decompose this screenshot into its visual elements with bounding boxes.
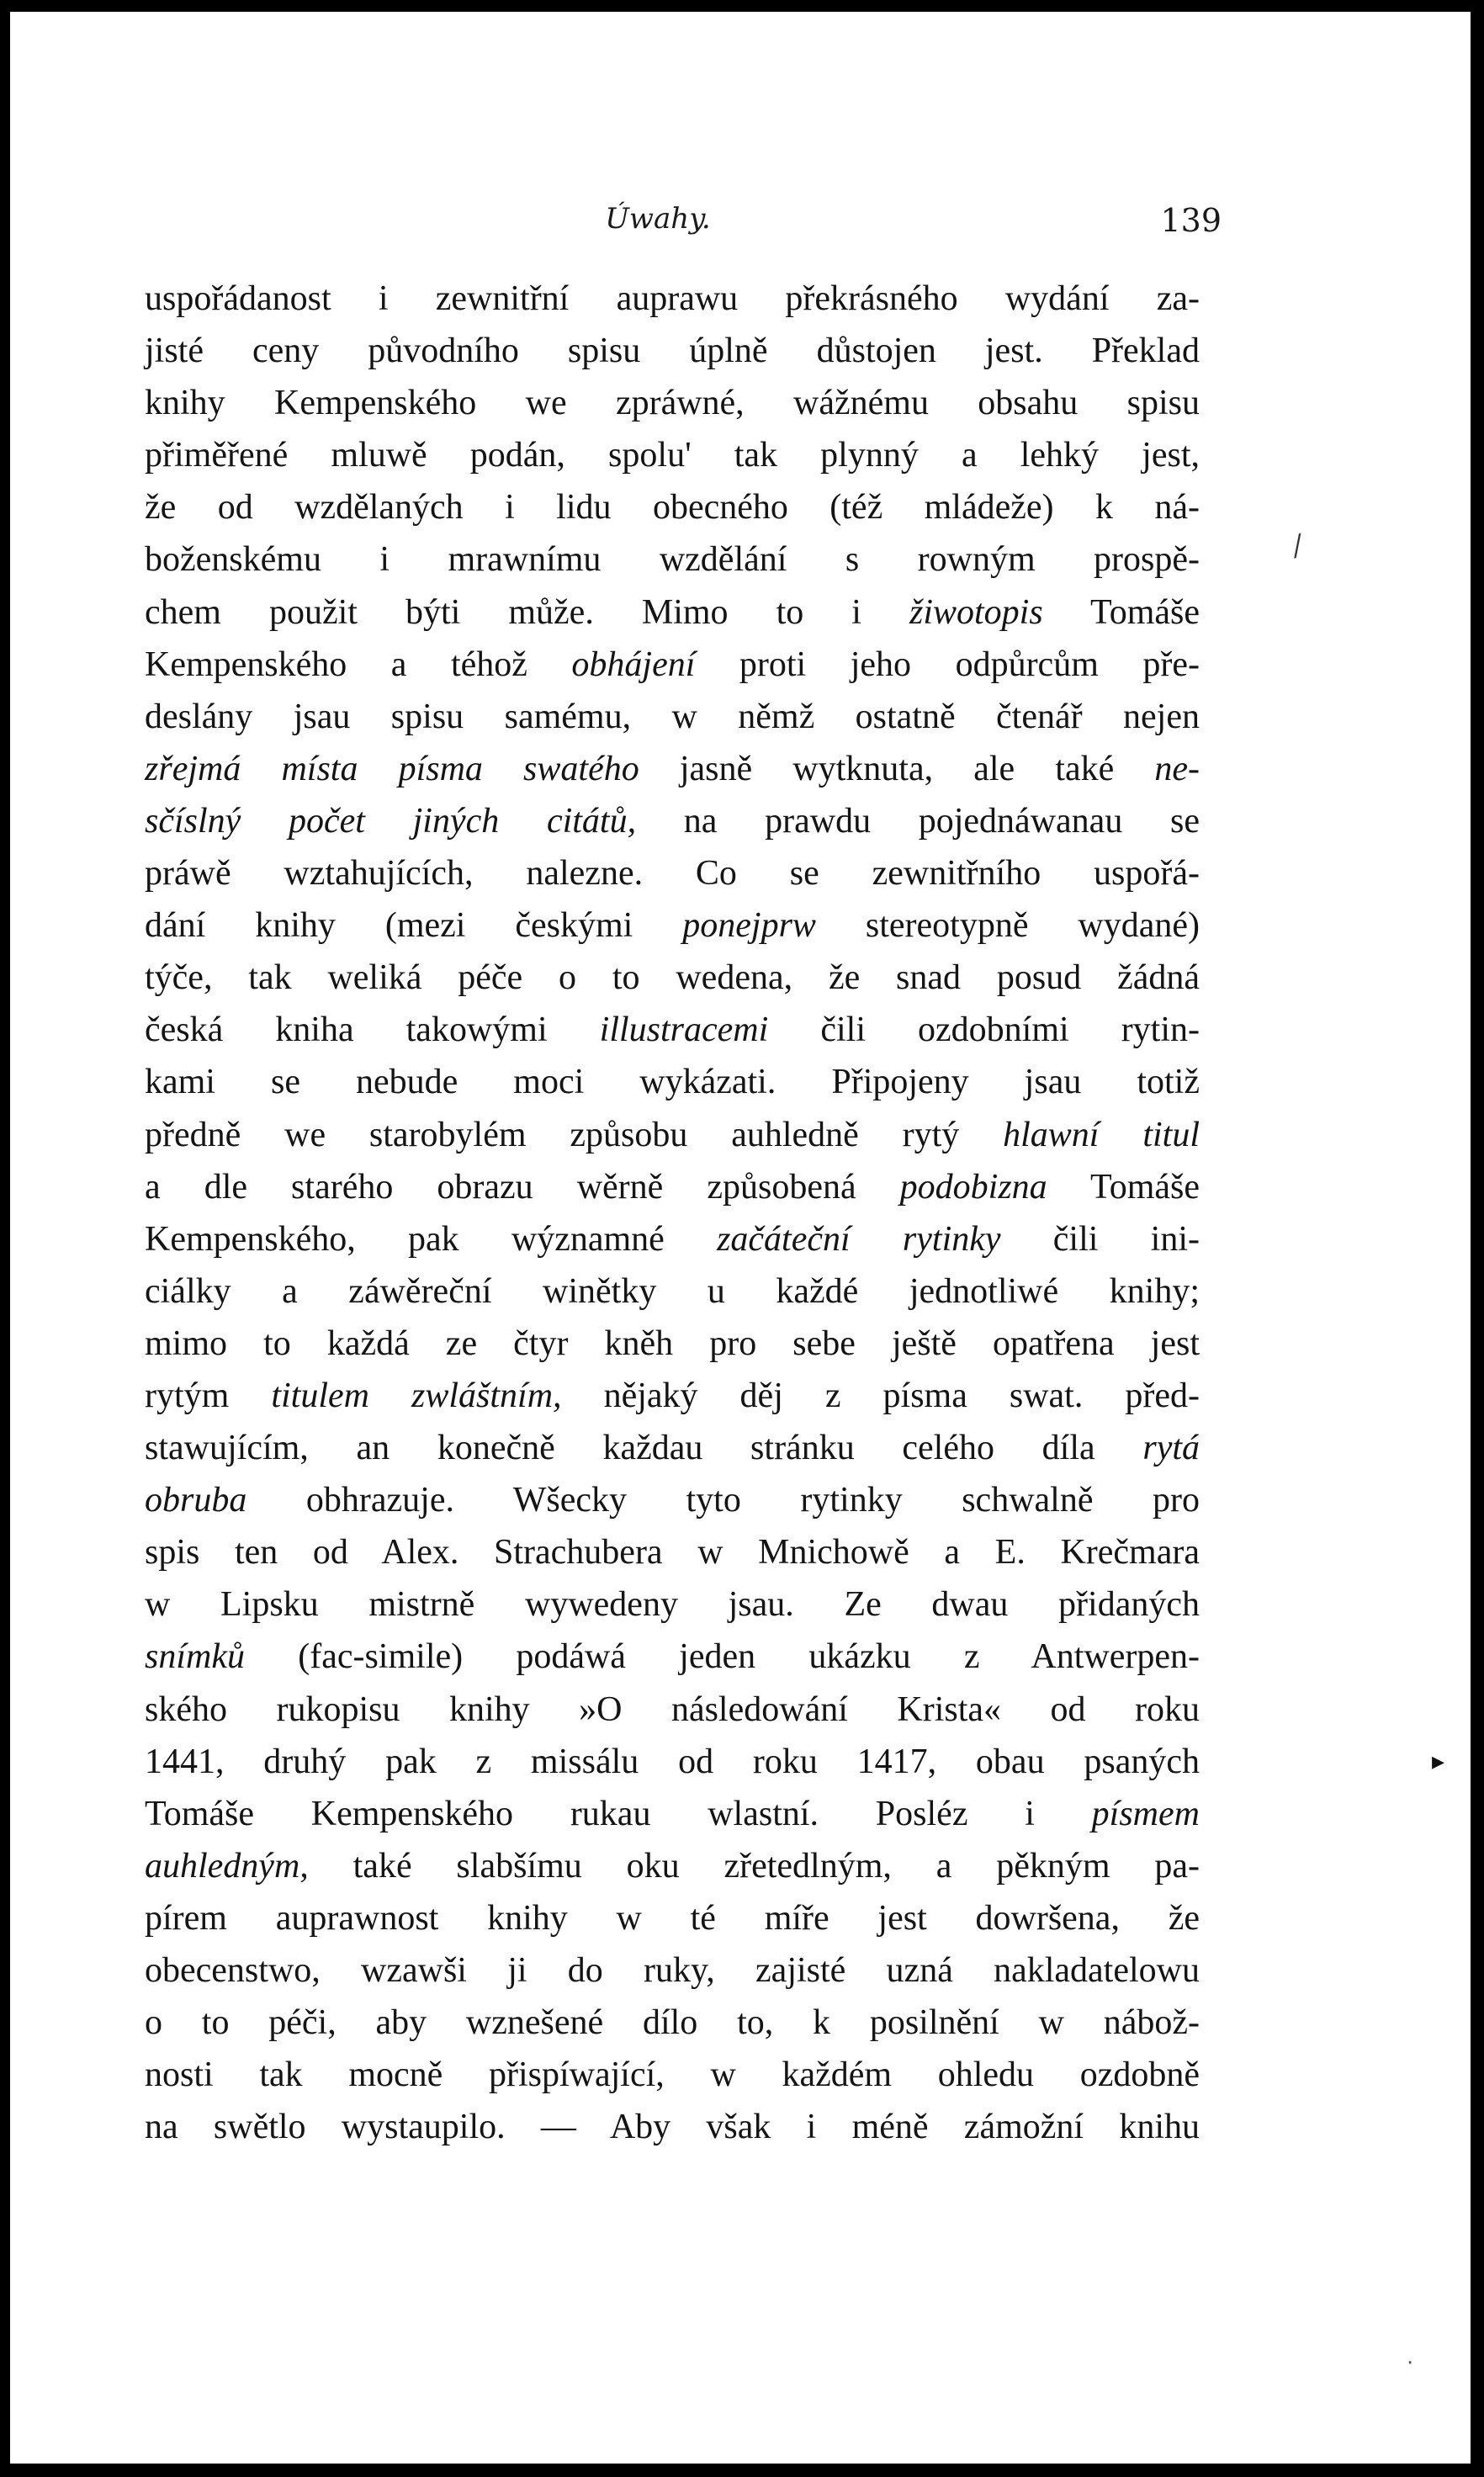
text-line	[145, 377, 1200, 429]
body-text	[145, 273, 1200, 2153]
text-segment: čili ozdobními rytin-	[768, 1010, 1200, 1050]
text-segment: rytým	[145, 1376, 272, 1415]
text-segment: čili ini-	[1000, 1219, 1200, 1259]
italic-segment: zřejmá místa písma swatého	[145, 749, 639, 788]
text-line	[145, 273, 1200, 325]
italic-segment: ne-	[1154, 749, 1200, 788]
text-segment: na swětlo wystaupilo. — Aby však i méně zámožní knihu	[145, 2108, 1200, 2147]
italic-segment: auhledným,	[145, 1846, 309, 1886]
text-segment: Tomáše	[1047, 1167, 1200, 1207]
text-segment: předně we starobylém způsobu auhledně rytý	[145, 1115, 1004, 1154]
text-segment: Kempenského a téhož	[145, 644, 572, 684]
text-segment: ciálky a záwěreční winětky u každé jednotliwé knihy;	[145, 1271, 1200, 1311]
text-line	[145, 952, 1200, 1004]
text-line	[145, 533, 1200, 586]
italic-segment: hlawní titul	[1003, 1115, 1200, 1154]
text-segment: o to péči, aby wznešené dílo to, k posilnění w nábož-	[145, 2003, 1200, 2043]
text-line	[145, 1474, 1200, 1526]
running-title: Úwahy.	[605, 202, 711, 236]
text-line	[145, 1318, 1200, 1370]
text-segment: stawujícím, an konečně každau stránku celého díla	[145, 1429, 1143, 1468]
text-segment: dání knihy (mezi českými	[145, 906, 683, 946]
italic-segment: sčíslný počet jiných citátů,	[145, 801, 637, 841]
text-line	[145, 1265, 1200, 1318]
text-segment: 1441, druhý pak z missálu od roku 1417, obau psaných	[145, 1742, 1200, 1781]
text-segment: jisté ceny původního spisu úplně důstojen jest. Překlad	[145, 332, 1200, 371]
italic-segment: obruba	[145, 1481, 247, 1520]
italic-segment: žiwotopis	[909, 592, 1043, 632]
text-segment: w Lipsku mistrně wywedeny jsau. Ze dwau přidaných	[145, 1585, 1200, 1625]
text-line	[145, 1578, 1200, 1631]
text-line	[145, 743, 1200, 795]
text-segment: jasně wytknuta, ale také	[639, 749, 1155, 788]
italic-segment: rytá	[1142, 1429, 1200, 1468]
text-segment: Kempenského, pak wýznamné	[145, 1219, 718, 1259]
text-line	[145, 1161, 1200, 1213]
text-line	[145, 1788, 1200, 1840]
text-line	[145, 1684, 1200, 1736]
text-segment: přiměřené mluwě podán, spolu' tak plynný a lehký jest,	[145, 436, 1200, 475]
text-segment: nějaký děj z písma swat. před-	[561, 1376, 1200, 1415]
text-segment: stereotypně wydané)	[815, 906, 1200, 946]
text-line	[145, 481, 1200, 533]
text-segment: proti jeho odpůrcům pře-	[695, 644, 1200, 684]
text-segment: knihy Kempenského we zpráwné, wážnému obsahu spisu	[145, 384, 1200, 423]
text-line	[145, 2049, 1200, 2101]
text-line	[145, 429, 1200, 481]
italic-segment: snímků	[145, 1637, 245, 1677]
text-segment: také slabšímu oku zřetedlným, a pěkným pa-	[308, 1846, 1200, 1886]
text-line	[145, 899, 1200, 952]
text-segment: česká kniha takowými	[145, 1010, 600, 1050]
text-segment: Tomáše Kempenského rukau wlastní. Posléz i	[145, 1794, 1092, 1833]
text-segment: a dle starého obrazu wěrně způsobená	[145, 1167, 900, 1207]
text-segment: mimo to každá ze čtyr kněh pro sebe ještě opatřena jest	[145, 1323, 1200, 1363]
text-line	[145, 2101, 1200, 2153]
text-line	[145, 1840, 1200, 1892]
text-line	[145, 1370, 1200, 1422]
text-segment: uspořádanost i zewnitřní auprawu překrásného wydání za-	[145, 279, 1200, 318]
text-line	[145, 325, 1200, 377]
italic-segment: illustracemi	[599, 1010, 769, 1050]
text-line	[145, 586, 1200, 639]
text-segment: na prawdu pojednáwanau se	[636, 801, 1200, 841]
text-line	[145, 691, 1200, 743]
text-segment: nosti tak mocně přispíwající, w každém ohledu ozdobně	[145, 2055, 1200, 2095]
text-line	[145, 1997, 1200, 2049]
text-line	[145, 1004, 1200, 1056]
page-number: 139	[1160, 202, 1222, 239]
margin-pencil-mark: ⁄	[1290, 530, 1306, 564]
text-line	[145, 1213, 1200, 1265]
text-line	[145, 639, 1200, 691]
italic-segment: začáteční rytinky	[717, 1219, 1001, 1259]
text-segment: chem použit býti může. Mimo to i	[145, 592, 909, 632]
text-line	[145, 1109, 1200, 1161]
text-segment: obecenstwo, wzawši ji do ruky, zajisté uzná nakladatelowu	[145, 1951, 1200, 1990]
text-segment: kami se nebude moci wykázati. Připojeny jsau totiž	[145, 1063, 1200, 1102]
text-line	[145, 795, 1200, 847]
page-header	[10, 202, 1471, 252]
text-line	[145, 1056, 1200, 1108]
italic-segment: obhájení	[571, 644, 696, 684]
margin-speck: ·	[1407, 2351, 1414, 2376]
italic-segment: písmem	[1091, 1794, 1200, 1833]
book-page	[10, 12, 1471, 2464]
text-line	[145, 1526, 1200, 1578]
text-segment: Tomáše	[1042, 592, 1200, 632]
margin-pointer-mark: ▸	[1432, 1747, 1445, 1776]
text-segment: spis ten od Alex. Strachubera w Mnichowě a E. Krečmara	[145, 1533, 1200, 1573]
text-segment: ského rukopisu knihy »O následowání Krista« od roku	[145, 1689, 1200, 1729]
text-line	[145, 1422, 1200, 1474]
text-segment: týče, tak weliká péče o to wedena, že snad posud žádná	[145, 958, 1200, 998]
italic-segment: podobizna	[899, 1167, 1047, 1207]
text-segment: že od wzdělaných i lidu obecného (též mládeže) k ná-	[145, 488, 1200, 528]
text-line	[145, 1944, 1200, 1997]
text-segment: pírem auprawnost knihy w té míře jest dowršena, že	[145, 1898, 1200, 1938]
text-segment: obhrazuje. Wšecky tyto rytinky schwalně pro	[246, 1481, 1200, 1520]
text-line	[145, 1631, 1200, 1683]
text-line	[145, 1892, 1200, 1944]
text-segment: boženskému i mrawnímu wzdělání s rowným prospě-	[145, 540, 1200, 580]
text-segment: (fac-simile) podáwá jeden ukázku z Antwerpen-	[245, 1637, 1200, 1677]
text-segment: deslány jsau spisu samému, w němž ostatně čtenář nejen	[145, 697, 1200, 736]
italic-segment: ponejprw	[682, 906, 816, 946]
text-line	[145, 847, 1200, 899]
text-line	[145, 1736, 1200, 1788]
text-segment: práwě wztahujících, nalezne. Co se zewnitřního uspořá-	[145, 854, 1200, 894]
italic-segment: titulem zwláštním,	[271, 1376, 562, 1415]
